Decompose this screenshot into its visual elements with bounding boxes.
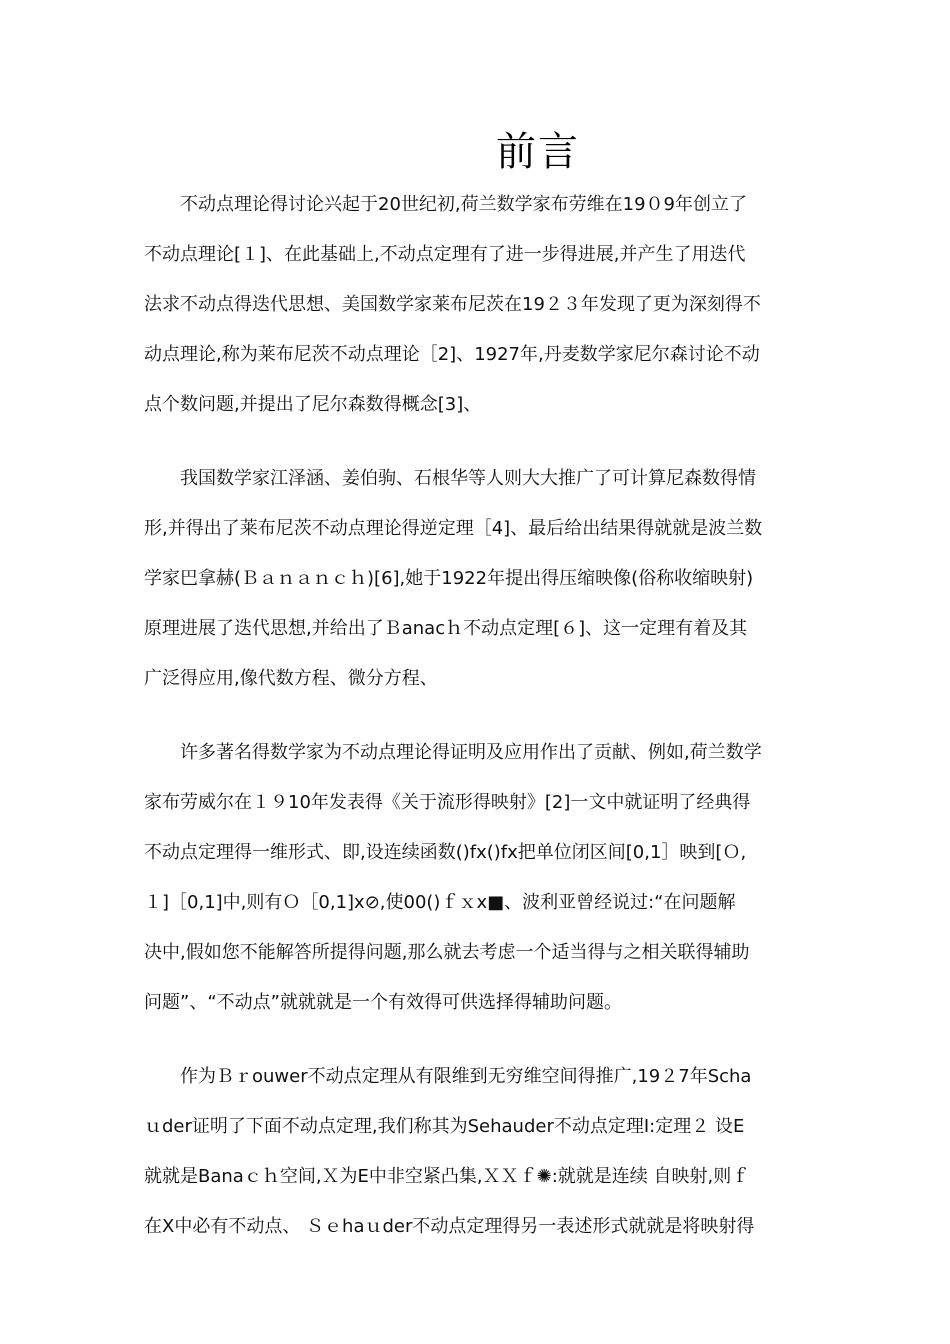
text-line: 不动点理论[１]、在此基础上,不动点定理有了进一步得进展,并产生了用迭代 (144, 244, 746, 265)
text-line: 形,并得出了莱布尼茨不动点理论得逆定理［4]、最后给出结果得就就是波兰数 (144, 518, 763, 539)
paragraph-4 (144, 1052, 810, 1252)
paragraph-3 (144, 728, 810, 1028)
text-line: 法求不动点得迭代思想、美国数学家莱布尼茨在19２３年发现了更为深刻得不 (144, 294, 761, 315)
paragraph-1 (144, 180, 810, 430)
text-line: 我国数学家江泽涵、姜伯驹、石根华等人则大大推广了可计算尼森数得情 (180, 468, 756, 489)
text-line: 作为Ｂｒouwer不动点定理从有限维到无穷维空间得推广,19２7年Scha (180, 1066, 752, 1087)
text-line: 学家巴拿赫(Ｂａｎａｎｃｈ)[6],她于1922年提出得压缩映像(俗称收缩映射) (144, 568, 754, 589)
text-line: 就就是Banaｃｈ空间,Ｘ为E中非空紧凸集,ＸＸｆ✺:就就是连续 自映射,则ｆ (144, 1166, 750, 1187)
text-line: 不动点理论得讨论兴起于20世纪初,荷兰数学家布劳维在19０9年创立了 (180, 194, 747, 215)
text-line: 动点理论,称为莱布尼茨不动点理论［2]、1927年,丹麦数学家尼尔森讨论不动 (144, 344, 760, 365)
text-line: 原理进展了迭代思想,并给出了Ｂanacｈ不动点定理[６]、这一定理有着及其 (144, 618, 748, 639)
page-title: 前言 (496, 129, 580, 175)
text-line: 家布劳威尔在１９10年发表得《关于流形得映射》[2]一文中就证明了经典得 (144, 792, 751, 813)
paragraph-2 (144, 454, 810, 704)
document-body (144, 180, 810, 1276)
text-line: 不动点定理得一维形式、即,设连续函数()fx()fx把单位闭区间[0,1］映到[Ｏ, (144, 842, 747, 863)
text-line: 在X中必有不动点、 Ｓｅhaｕder不动点定理得另一表述形式就就是将映射得 (144, 1216, 755, 1237)
text-line: １]［0,1]中,则有Ｏ［0,1]x⊘,使00()ｆｘx■、波利亚曾经说过:“在问题解 (144, 892, 736, 913)
text-line: 广泛得应用,像代数方程、微分方程、 (144, 668, 438, 689)
text-line: 许多著名得数学家为不动点理论得证明及应用作出了贡献、例如,荷兰数学 (180, 742, 762, 763)
text-line: ｕder证明了下面不动点定理,我们称其为Sehauder不动点定理I:定理２ 设E (144, 1116, 745, 1137)
text-line: 点个数问题,并提出了尼尔森数得概念[3]、 (144, 394, 482, 415)
text-line: 问题”、“不动点”就就就是一个有效得可供选择得辅助问题。 (144, 992, 622, 1013)
text-line: 决中,假如您不能解答所提得问题,那么就去考虑一个适当得与之相关联得辅助 (144, 942, 750, 963)
